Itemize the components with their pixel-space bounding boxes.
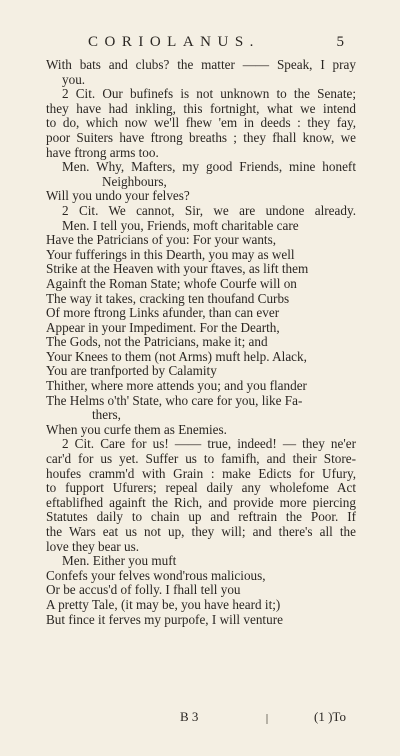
text-line: The Gods, not the Patricians, make it; and	[46, 334, 268, 350]
text-line: eftablifhed againft the Rich, and provide more piercing	[46, 494, 356, 510]
text-line: Will you undo your felves?	[46, 188, 190, 204]
text-line: The Helms o'th' State, who care for you, like Fa-	[46, 392, 303, 408]
text-line: 2 Cit. Our bufinefs is not unknown to the Senate;	[62, 86, 356, 102]
text-line: A pretty Tale, (it may be, you have heard it;)	[46, 596, 281, 612]
page-header	[0, 34, 400, 54]
page-footer	[0, 709, 400, 727]
text-line: to fupport Ufurers; repeal daily any wholefome Act	[46, 480, 356, 496]
text-line: poor Suiters have ftrong breaths ; they fhall know, we	[46, 129, 356, 145]
text-line: thers,	[92, 407, 121, 423]
text-line: Your Knees to them (not Arms) muft help. Alack,	[46, 348, 307, 364]
catchword: (1 )To	[314, 709, 346, 724]
text-line: Againft the Roman State; whofe Courfe will on	[46, 275, 297, 291]
text-line: they have had inkling, this fortnight, what we intend	[46, 100, 356, 116]
body-text	[46, 58, 356, 627]
text-line: Men. Either you muft	[62, 553, 177, 569]
text-line: With bats and clubs? the matter —— Speak, I pray	[46, 57, 356, 72]
text-line: Have the Patricians of you: For your wants,	[46, 232, 277, 248]
text-line: Thither, where more attends you; and you flander	[46, 378, 307, 394]
text-line: Appear in your Impediment. For the Dearth,	[46, 319, 280, 335]
text-line: When you curfe them as Enemies.	[46, 421, 227, 437]
page-number: 5	[336, 34, 344, 50]
text-line: You are tranfported by Calamity	[46, 363, 217, 379]
text-line: car'd for us yet. Suffer us to famifh, and their Store-	[46, 451, 356, 467]
text-line: The way it takes, cracking ten thoufand Curbs	[46, 290, 290, 306]
text-line: you.	[62, 71, 86, 87]
text-line: Men. I tell you, Friends, moft charitable care	[62, 217, 299, 233]
signature-mark: B 3	[180, 709, 199, 724]
text-line: But fince it ferves my purpofe, I will venture	[46, 611, 283, 627]
text-line: 2 Cit. We cannot, Sir, we are undone already.	[62, 202, 356, 218]
text-line: Men. Why, Mafters, my good Friends, mine honeft	[62, 159, 356, 175]
ink-smudge	[262, 713, 272, 725]
text-line: have ftrong arms too.	[46, 144, 159, 160]
text-line: to do, which now we'll fhew 'em in deeds : they fay,	[46, 115, 356, 131]
text-line: Neighbours,	[102, 173, 167, 189]
text-line: houfes cramm'd with Grain : make Edicts for Ufury,	[46, 465, 356, 481]
text-line: Of more ftrong Links afunder, than can ever	[46, 305, 280, 321]
text-line: Confefs your felves wond'rous malicious,	[46, 567, 266, 583]
text-line: love they bear us.	[46, 538, 140, 554]
text-line: Statutes daily to chain up and reftrain the Poor. If	[46, 509, 356, 525]
text-line: Your fufferings in this Dearth, you may as well	[46, 246, 295, 262]
text-line: Strike at the Heaven with your ftaves, as lift them	[46, 261, 309, 277]
running-title: CORIOLANUS.	[88, 34, 260, 50]
text-line: the Wars eat us not up, they will; and there's all the	[46, 524, 356, 539]
text-line: Or be accus'd of folly. I fhall tell you	[46, 582, 241, 598]
text-line: 2 Cit. Care for us! —— true, indeed! — they ne'er	[62, 436, 356, 452]
